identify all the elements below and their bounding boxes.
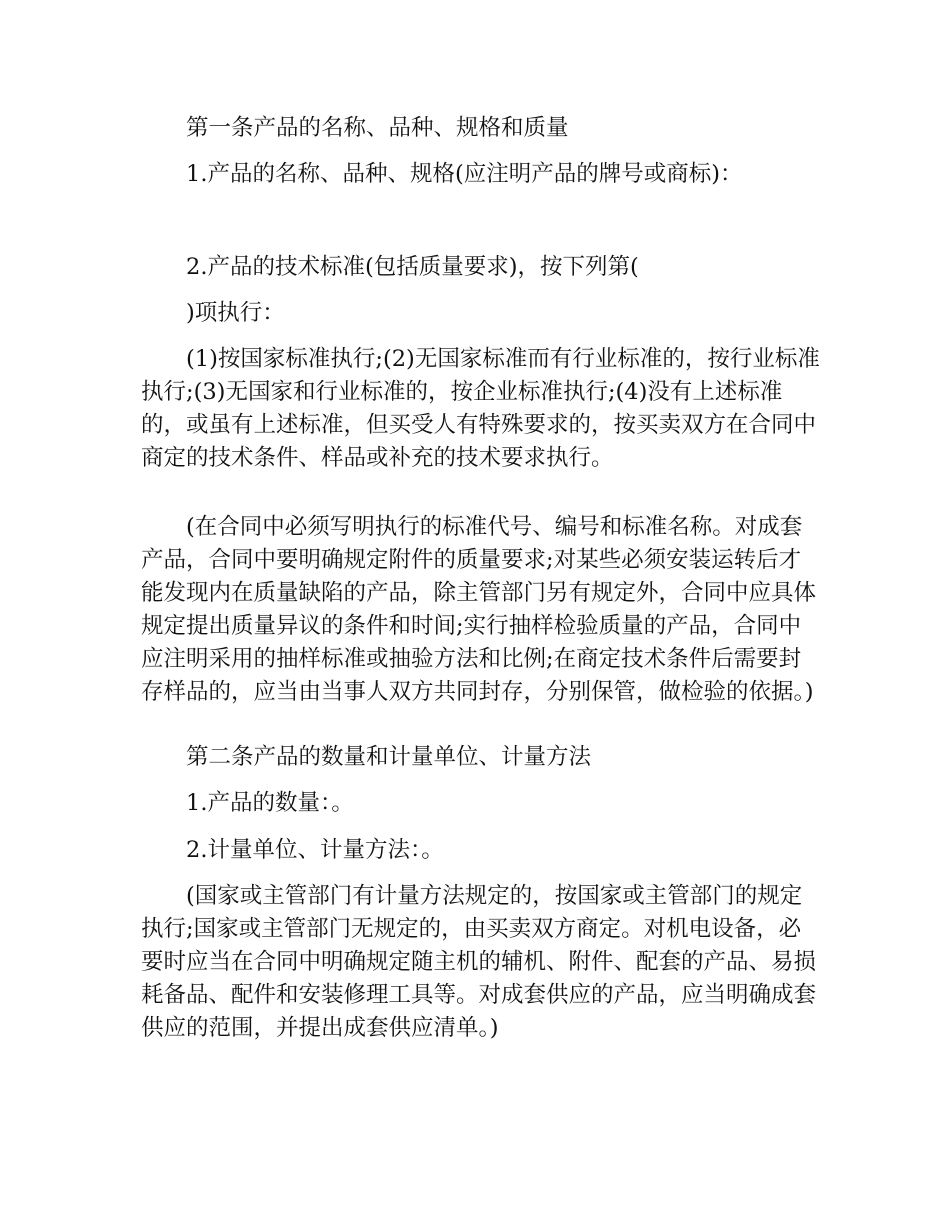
item-2-technical-standard: 2.产品的技术标准(包括质量要求)，按下列第( — [186, 254, 639, 280]
item-2-continuation: )项执行： — [186, 300, 285, 326]
item-1-quantity: 1.产品的数量：。 — [186, 790, 354, 816]
item-1-product-name: 1.产品的名称、品种、规格(应注明产品的牌号或商标)： — [186, 161, 743, 187]
article-2-heading: 第二条产品的数量和计量单位、计量方法 — [186, 744, 592, 770]
quality-note-paragraph: (在合同中必须写明执行的标准代号、编号和标准名称。对成套产品，合同中要明确规定附件的质量要求;对某些必须安装运转后才能发现内在质量缺陷的产品，除主管部门另有规定外，合同中应具体规定提出质量异议的条件和时间;实行抽样检验质量的产品，合同中应注明采用的抽样标准或抽验方法和比例;在商定技术条件后需要封存样品的，应当由当事人双方共同封存，分别保管，做检验的依据。) — [141, 514, 817, 705]
standards-paragraph: (1)按国家标准执行;(2)无国家标准而有行业标准的，按行业标准执行;(3)无国家和行业标准的，按企业标准执行;(4)没有上述标准的，或虽有上述标准，但买受人有特殊要求的，按买卖双方在合同中商定的技术条件、样品或补充的技术要求执行。 — [141, 346, 820, 471]
item-2-measurement: 2.计量单位、计量方法：。 — [186, 837, 444, 863]
measurement-note-paragraph: (国家或主管部门有计量方法规定的，按国家或主管部门的规定执行;国家或主管部门无规定的，由买卖双方商定。对机电设备，必要时应当在合同中明确规定随主机的辅机、附件、配套的产品、易损耗备品、配件和安装修理工具等。对成套供应的产品，应当明确成套供应的范围，并提出成套供应清单。) — [141, 883, 817, 1041]
article-1-heading: 第一条产品的名称、品种、规格和质量 — [186, 115, 569, 141]
